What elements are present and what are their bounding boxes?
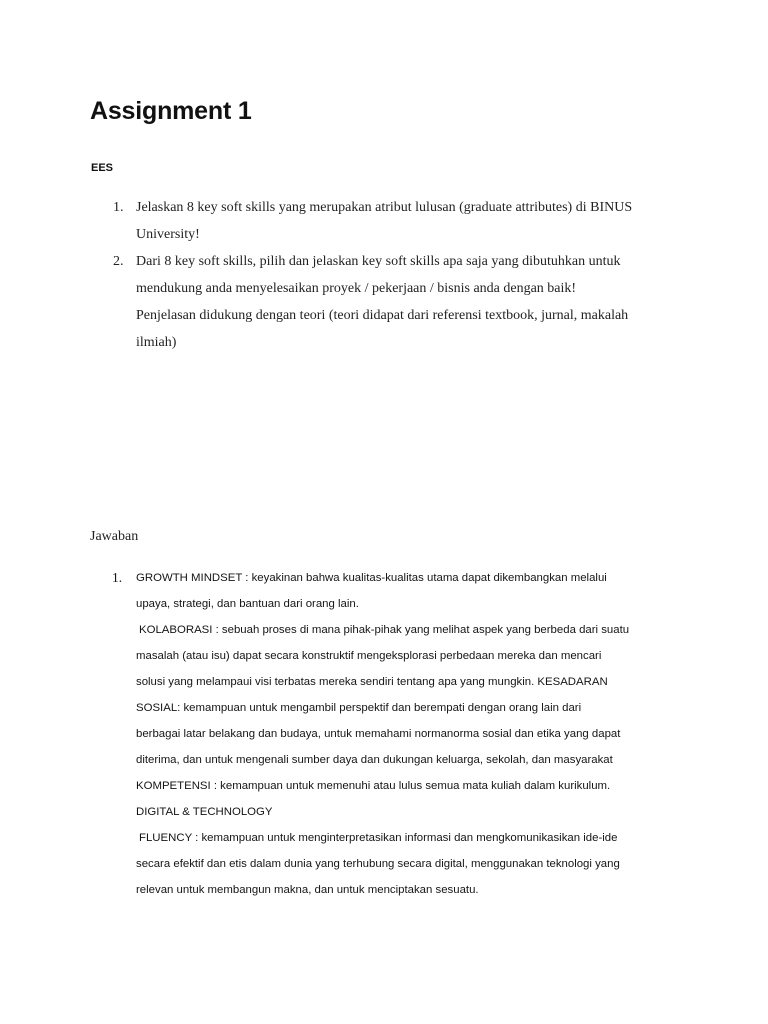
question-line: ilmiah) <box>136 335 177 350</box>
question-line: Penjelasan didukung dengan teori (teori didapat dari referensi textbook, jurnal, makalah <box>136 308 629 323</box>
question-line: Dari 8 key soft skills, pilih dan jelaskan key soft skills apa saja yang dibutuhkan untuk <box>136 254 621 269</box>
answer-line: masalah (atau isu) dapat secara konstruktif mengeksplorasi perbedaan mereka dan mencari <box>136 650 602 662</box>
answer-line: solusi yang melampaui visi terbatas mereka sendiri tentang apa yang mungkin. KESADARAN <box>136 676 608 688</box>
answer-line: berbagai latar belakang dan budaya, untuk memahami normanorma sosial dan etika yang dapat <box>136 728 621 740</box>
subject-label: EES <box>91 162 114 174</box>
answer-line: diterima, dan untuk mengenali sumber daya dan dukungan keluarga, sekolah, dan masyarakat <box>136 754 613 766</box>
question-text <box>136 248 676 356</box>
question-line: Jelaskan 8 key soft skills yang merupakan atribut lulusan (graduate attributes) di BINUS <box>136 200 633 215</box>
answer-text <box>136 565 681 903</box>
document-title: Assignment 1 <box>90 97 252 125</box>
question-item <box>0 194 768 248</box>
question-line: University! <box>136 227 200 242</box>
question-number: 2. <box>113 254 124 269</box>
question-text <box>136 194 676 248</box>
answer-line: secara efektif dan etis dalam dunia yang terhubung secara digital, menggunakan teknologi yang <box>136 858 620 870</box>
answer-line: DIGITAL & TECHNOLOGY <box>136 806 273 818</box>
answer-item <box>0 565 768 903</box>
question-list <box>0 194 768 356</box>
answer-line: upaya, strategi, dan bantuan dari orang lain. <box>136 598 359 610</box>
question-number: 1. <box>113 200 124 215</box>
answer-heading: Jawaban <box>90 529 139 544</box>
answer-line: KOMPETENSI : kemampuan untuk memenuhi atau lulus semua mata kuliah dalam kurikulum. <box>136 780 611 792</box>
answer-list <box>0 565 768 903</box>
answer-line: SOSIAL: kemampuan untuk mengambil perspektif dan berempati dengan orang lain dari <box>136 702 582 714</box>
answer-line: relevan untuk membangun makna, dan untuk menciptakan sesuatu. <box>136 884 479 896</box>
question-item <box>0 248 768 356</box>
question-line: mendukung anda menyelesaikan proyek / pekerjaan / bisnis anda dengan baik! <box>136 281 577 296</box>
answer-line: KOLABORASI : sebuah proses di mana pihak-pihak yang melihat aspek yang berbeda dari suatu <box>139 624 630 636</box>
answer-line: GROWTH MINDSET : keyakinan bahwa kualitas-kualitas utama dapat dikembangkan melalui <box>136 572 607 584</box>
answer-line: FLUENCY : kemampuan untuk menginterpretasikan informasi dan mengkomunikasikan ide-ide <box>139 832 618 844</box>
answer-number: 1. <box>112 570 123 585</box>
